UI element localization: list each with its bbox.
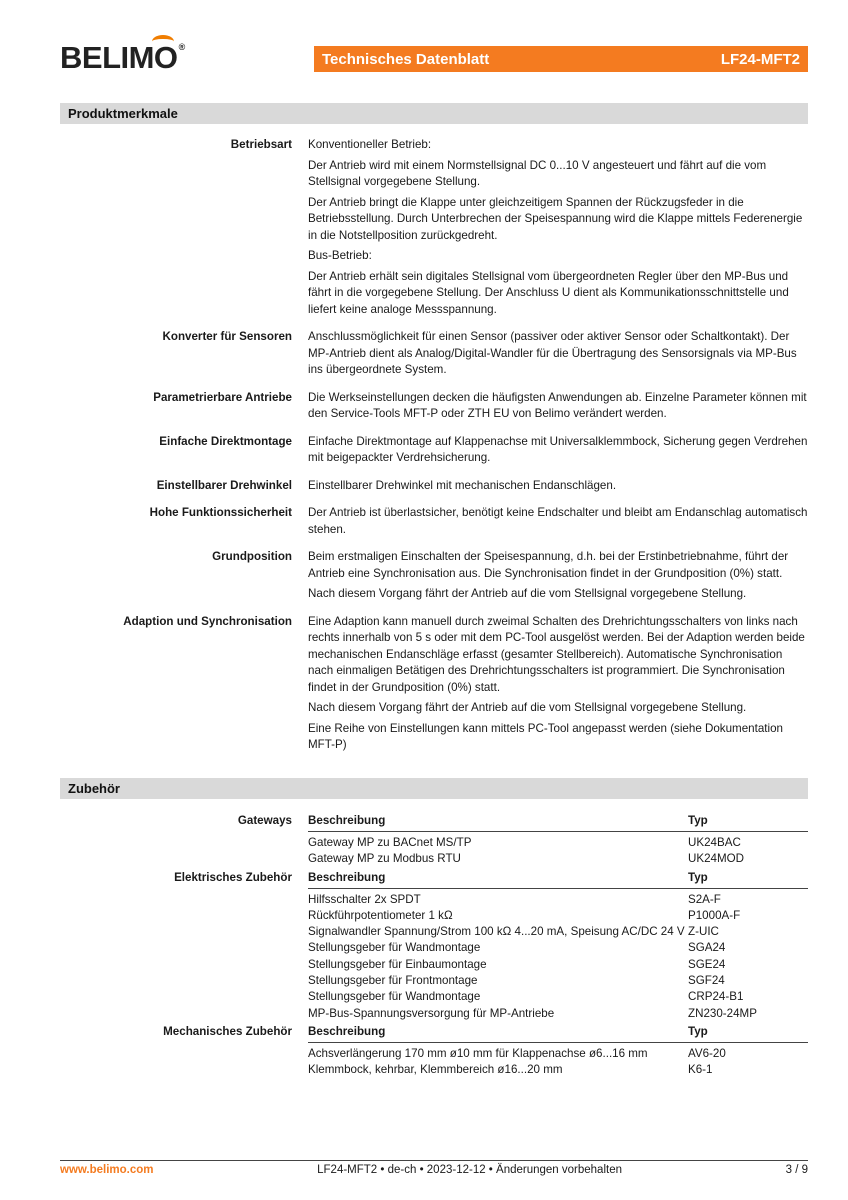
feature-paragraph: Der Antrieb bringt die Klappe unter gleichzeitigem Spannen der Rückzugsfeder in die Betriebsstellung. Durch Unterbrechen der Speisespannung wird die Klappe mittels Federenergie in die Notstellposition zurückgedreht. xyxy=(308,195,803,242)
footer-website[interactable]: www.belimo.com xyxy=(60,1164,154,1176)
feature-paragraph: Nach diesem Vorgang fährt der Antrieb auf die vom Stellsignal vorgegebene Stellung. xyxy=(308,701,747,714)
feature-row xyxy=(60,614,808,758)
feature-row xyxy=(60,549,808,607)
accessory-description: Stellungsgeber für Wandmontage xyxy=(308,990,481,1004)
feature-label: Betriebsart xyxy=(230,138,292,151)
accessory-group xyxy=(60,1022,808,1079)
accessory-type: CRP24-B1 xyxy=(688,990,744,1004)
feature-description xyxy=(308,614,808,758)
accessory-table-header xyxy=(308,811,808,832)
feature-label: Einfache Direktmontage xyxy=(159,434,292,448)
feature-paragraph: Der Antrieb ist überlastsicher, benötigt keine Endschalter und bleibt am Endanschlag automatisch stehen. xyxy=(308,506,808,536)
feature-paragraph: Anschlussmöglichkeit für einen Sensor (passiver oder aktiver Sensor oder Schaltkontakt). Der MP-Antrieb dient als Analog/Digital-Wandler für die Übertragung des Sensorsignals via MP-Bus ins übergeordnete System. xyxy=(308,330,797,376)
accessory-description: Rückführpotentiometer 1 kΩ xyxy=(308,908,453,922)
accessory-table xyxy=(308,811,808,868)
accessories-list xyxy=(60,811,808,1079)
section-heading-zubehoer: Zubehör xyxy=(60,778,808,799)
accessory-table xyxy=(308,868,808,1022)
column-header-type: Typ xyxy=(688,814,708,827)
feature-row xyxy=(60,478,808,499)
accessory-description: Stellungsgeber für Einbaumontage xyxy=(308,957,487,971)
accessory-type: UK24BAC xyxy=(688,836,741,849)
feature-paragraph: Eine Adaption kann manuell durch zweimal Schalten des Drehrichtungsschalters von links nach rechts innerhalb von 5 s oder mit dem PC-Tool ausgelöst werden. Bei der Adaption werden beide mechanischen Endanschläge erfasst (gesamter Stellbereich). Automatische Synchronisation nach einmaligen Betätigen des Drehrichtungsschalters ist programmiert. Die Synchronisation findet in der Grundposition (0%) statt. xyxy=(308,614,805,694)
feature-paragraph: Eine Reihe von Einstellungen kann mittels PC-Tool angepasst werden (siehe Dokumentation MFT-P) xyxy=(308,721,783,751)
table-row xyxy=(308,1046,808,1062)
accessory-description: Gateway MP zu Modbus RTU xyxy=(308,852,461,866)
accessory-type: Z-UIC xyxy=(688,925,719,939)
feature-description xyxy=(308,478,808,499)
accessory-description: Achsverlängerung 170 mm ø10 mm für Klappenachse ø6...16 mm xyxy=(308,1046,648,1060)
accessory-description: MP-Bus-Spannungsversorgung für MP-Antriebe xyxy=(308,1006,555,1020)
accessory-group-label: Elektrisches Zubehör xyxy=(174,870,292,884)
table-row xyxy=(308,851,808,867)
table-row xyxy=(308,835,808,851)
feature-label: Einstellbarer Drehwinkel xyxy=(156,478,292,492)
table-row xyxy=(308,989,808,1005)
feature-row xyxy=(60,137,808,322)
accessory-description: Signalwandler Spannung/Strom 100 kΩ 4...20 mA, Speisung AC/DC 24 V xyxy=(308,925,685,939)
feature-paragraph: Der Antrieb wird mit einem Normstellsignal DC 0...10 V angesteuert und fährt auf die vom Stellsignal vorgegebene Stellung. xyxy=(308,158,767,188)
accessory-type: P1000A-F xyxy=(688,908,741,922)
feature-row xyxy=(60,390,808,427)
logo-registered-mark: ® xyxy=(178,42,185,52)
accessory-type: SGF24 xyxy=(688,974,725,988)
feature-label: Grundposition xyxy=(212,550,292,563)
document-title: Technisches Datenblatt xyxy=(322,50,490,68)
feature-description xyxy=(308,329,808,383)
accessory-description: Hilfsschalter 2x SPDT xyxy=(308,892,421,906)
footer xyxy=(60,1164,808,1176)
logo-swoosh-icon xyxy=(152,35,174,48)
feature-label: Parametrierbare Antriebe xyxy=(153,390,292,404)
feature-row xyxy=(60,329,808,383)
accessory-table-header xyxy=(308,1022,808,1043)
feature-description xyxy=(308,549,808,607)
feature-description xyxy=(308,434,808,471)
column-header-type: Typ xyxy=(688,870,708,884)
column-header-type: Typ xyxy=(688,1024,708,1038)
accessory-table-header xyxy=(308,868,808,889)
table-row xyxy=(308,1062,808,1078)
column-header-description: Beschreibung xyxy=(308,870,386,884)
footer-page-number: 3 / 9 xyxy=(785,1164,808,1176)
table-row xyxy=(308,908,808,924)
accessory-table xyxy=(308,1022,808,1079)
feature-row xyxy=(60,434,808,471)
feature-paragraph: Der Antrieb erhält sein digitales Stellsignal vom übergeordneten Regler über den MP-Bus und fährt in die vorgegebene Stellung. Der Anschluss U dient als Kommunikationsschnittstelle und liefert keine analoge Messspannung. xyxy=(308,269,789,316)
accessory-group xyxy=(60,811,808,868)
feature-label: Konverter für Sensoren xyxy=(162,330,292,343)
table-row xyxy=(308,924,808,940)
feature-description xyxy=(308,137,808,322)
feature-paragraph: Nach diesem Vorgang fährt der Antrieb auf die vom Stellsignal vorgegebene Stellung. xyxy=(308,587,747,600)
feature-paragraph: Einstellbarer Drehwinkel mit mechanischen Endanschlägen. xyxy=(308,478,617,492)
feature-paragraph: Beim erstmaligen Einschalten der Speisespannung, d.h. bei der Erstinbetriebnahme, führt der Antrieb eine Synchronisation aus. Die Synchronisation findet in der Grundposition (0%) statt. xyxy=(308,550,789,580)
accessory-type: AV6-20 xyxy=(688,1046,726,1060)
feature-label: Hohe Funktionssicherheit xyxy=(149,506,292,519)
product-code: LF24-MFT2 xyxy=(720,50,800,68)
accessory-group-label: Mechanisches Zubehör xyxy=(163,1024,292,1038)
accessory-description: Stellungsgeber für Wandmontage xyxy=(308,941,481,955)
table-row xyxy=(308,973,808,989)
feature-paragraph: Die Werkseinstellungen decken die häufigsten Anwendungen ab. Einzelne Parameter können mit den Service-Tools MFT-P oder ZTH EU von Belimo verändert werden. xyxy=(308,390,807,420)
accessory-type: UK24MOD xyxy=(688,852,745,866)
feature-description xyxy=(308,390,808,427)
feature-label: Adaption und Synchronisation xyxy=(123,614,292,628)
table-row xyxy=(308,957,808,973)
table-row xyxy=(308,940,808,956)
feature-list xyxy=(60,137,808,765)
feature-paragraph: Einfache Direktmontage auf Klappenachse mit Universalklemmbock, Sicherung gegen Verdrehen mit beigepackter Verdrehsicherung. xyxy=(308,434,808,464)
footer-info: LF24-MFT2 • de-ch • 2023-12-12 • Änderungen vorbehalten xyxy=(317,1164,622,1176)
accessory-type: S2A-F xyxy=(688,892,721,906)
feature-paragraph: Bus-Betrieb: xyxy=(308,249,372,262)
footer-divider xyxy=(60,1160,808,1161)
accessory-description: Klemmbock, kehrbar, Klemmbereich ø16...20 mm xyxy=(308,1063,563,1077)
logo-text: BELIMO xyxy=(60,40,178,75)
accessory-group xyxy=(60,868,808,1022)
accessory-description: Stellungsgeber für Frontmontage xyxy=(308,974,478,988)
section-heading-produktmerkmale: Produktmerkmale xyxy=(60,103,808,124)
accessory-type: SGE24 xyxy=(688,957,726,971)
column-header-description: Beschreibung xyxy=(308,814,386,827)
accessory-description: Gateway MP zu BACnet MS/TP xyxy=(308,836,472,849)
accessory-type: SGA24 xyxy=(688,941,726,955)
feature-description xyxy=(308,505,808,542)
feature-row xyxy=(60,505,808,542)
belimo-logo xyxy=(60,40,185,76)
table-row xyxy=(308,892,808,908)
accessory-type: ZN230-24MP xyxy=(688,1006,757,1020)
table-row xyxy=(308,1006,808,1022)
feature-paragraph: Konventioneller Betrieb: xyxy=(308,138,432,151)
header-banner xyxy=(314,46,808,72)
column-header-description: Beschreibung xyxy=(308,1024,386,1038)
accessory-group-label: Gateways xyxy=(237,814,292,827)
accessory-type: K6-1 xyxy=(688,1063,713,1077)
